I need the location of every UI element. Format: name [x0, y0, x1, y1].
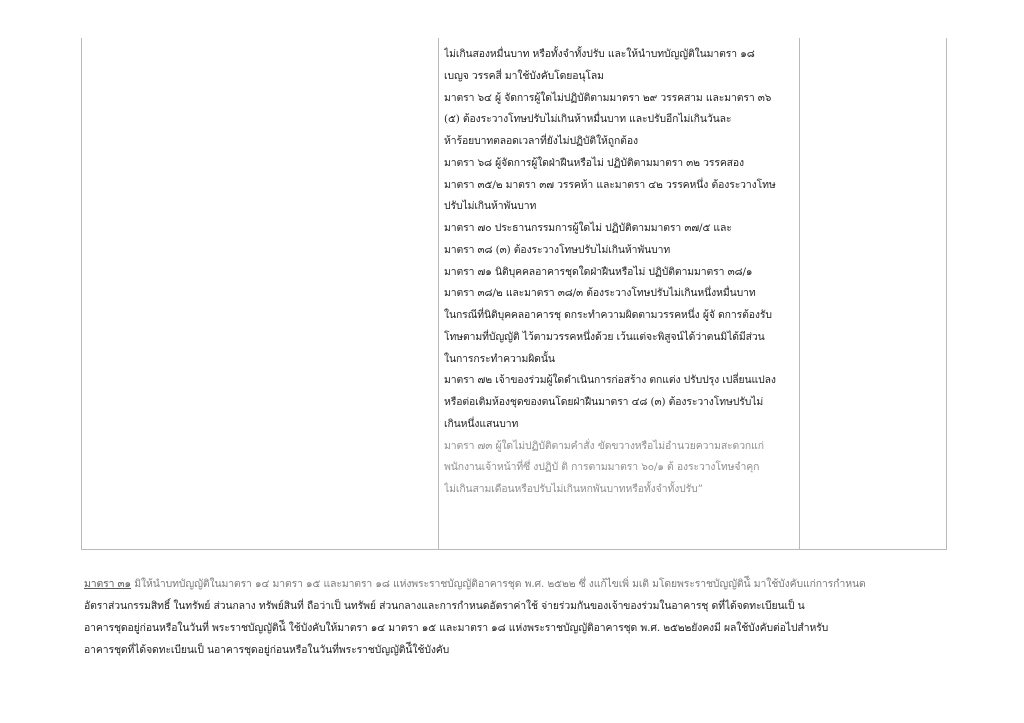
text-line: มาตรา ๗๑ นิติบุคคลอาคารชุดใดฝ่าฝืนหรือไม่ ปฏิบัติตามมาตรา ๓๘/๑ [444, 265, 753, 278]
section-reference-link[interactable]: มาตรา ๓๑ [84, 578, 132, 590]
text-line: ไม่เกินสามเดือนหรือปรับไม่เกินหกพันบาทหรือทั้งจำทั้งปรับ” [444, 483, 703, 495]
table-cell-amended-text [444, 44, 796, 501]
text-line: ในการกระทำความผิดนั้น [444, 352, 555, 365]
text-line: มาตรา ๗๒ เจ้าของร่วมผู้ใดดำเนินการก่อสร้าง ตกแต่ง ปรับปรุง เปลี่ยนแปลง [444, 374, 776, 387]
text-line: โทษตามที่บัญญัติ ไว้ตามวรรคหนึ่งด้วย เว้นแต่จะพิสูจน์ได้ว่าตนมิได้มีส่วน [444, 330, 765, 343]
text-line: ไม่เกินสองหมื่นบาท หรือทั้งจำทั้งปรับ และให้นำบทบัญญัติในมาตรา ๑๘ [444, 48, 755, 60]
text-line: มาตรา ๗๓ ผู้ใดไม่ปฏิบัติตามคำสั่ง ขัดขวางหรือไม่อำนวยความสะดวกแก่ [444, 439, 764, 452]
paragraph-line-text: มิให้นำบทบัญญัติในมาตรา ๑๔ มาตรา ๑๕ และมาตรา ๑๘ แห่งพระราชบัญญัติอาคารชุด พ.ศ. ๒๕๒๒ ซึ่ งแก้ไขเพิ่ มเติ มโดยพระราชบัญญัติน้ี มาใช้บังคับแก่การกำหนด [131, 578, 866, 590]
transitional-provision-paragraph [84, 573, 944, 661]
text-line: มาตรา ๓๕/๒ มาตรา ๓๗ วรรคห้า และมาตรา ๔๒ วรรคหนึ่ง ต้องระวางโทษ [444, 178, 776, 191]
text-line: ปรับไม่เกินห้าพันบาท [444, 200, 537, 213]
text-line: ในกรณีที่นิติบุคคลอาคารชุ ดกระทำความผิดตามวรรคหนึ่ง ผู้จั ดการต้องรับ [444, 309, 772, 321]
column-divider-left [438, 38, 439, 549]
text-line: มาตรา ๓๘/๒ และมาตรา ๓๘/๓ ต้องระวางโทษปรับไม่เกินหนึ่งหมื่นบาท [444, 287, 756, 300]
law-table [81, 38, 947, 550]
paragraph-line: อัตราส่วนกรรมสิทธิ์ ในทรัพย์ ส่วนกลาง ทรัพย์สินที่ ถือว่าเป็ นทรัพย์ ส่วนกลางและการกำหนดอัตราค่าใช้ จ่ายร่วมกันของเจ้าของร่วมในอาคารชุ ดที่ได้จดทะเบียนเป็ น [84, 600, 805, 612]
column-divider-right [799, 38, 800, 549]
text-line: ห้าร้อยบาทตลอดเวลาที่ยังไม่ปฏิบัติให้ถูกต้อง [444, 135, 638, 147]
text-line: พนักงานเจ้าหน้าที่ซึ่ งปฏิบั ติ การตามมาตรา ๖๐/๑ ต้ องระวางโทษจำคุก [444, 461, 760, 474]
paragraph-line: อาคารชุดที่ได้จดทะเบียนเป็ นอาคารชุดอยู่ก่อนหรือในวันที่พระราชบัญญัติน้ีใช้บังคับ [84, 644, 450, 656]
text-line: เกินหนึ่งแสนบาท [444, 417, 519, 430]
text-line: หรือต่อเติมห้องชุดของตนโดยฝ่าฝืนมาตรา ๔๘ (๓) ต้องระวางโทษปรับไม่ [444, 396, 764, 408]
paragraph-line: อาคารชุดอยู่ก่อนหรือในวันที่ พระราชบัญญัติน้ี ใช้บังคับให้มาตรา ๑๔ มาตรา ๑๕ และมาตรา ๑๘ แห่งพระราชบัญญัติอาคารชุด พ.ศ. ๒๕๒๒ยังคงมี ผลใช้บังคับต่อไปสำหรับ [84, 622, 829, 634]
text-line: (๕) ต้องระวางโทษปรับไม่เกินห้าหมื่นบาท และปรับอีกไม่เกินวันละ [444, 113, 732, 126]
text-line: มาตรา ๓๘ (๓) ต้องระวางโทษปรับไม่เกินห้าพันบาท [444, 243, 671, 256]
paragraph-line [84, 573, 944, 595]
text-line: มาตรา ๖๘ ผู้จัดการผู้ใดฝ่าฝืนหรือไม่ ปฏิบัติตามมาตรา ๓๒ วรรคสอง [444, 156, 745, 169]
text-line: มาตรา ๗๐ ประธานกรรมการผู้ใดไม่ ปฏิบัติตามมาตรา ๓๗/๕ และ [444, 222, 732, 234]
text-line: เบญจ วรรคสี่ มาใช้บังคับโดยอนุโลม [444, 69, 604, 82]
text-line: มาตรา ๖๔ ผู้ จัดการผู้ใดไม่ปฏิบัติตามมาตรา ๒๙ วรรคสาม และมาตรา ๓๖ [444, 91, 772, 104]
